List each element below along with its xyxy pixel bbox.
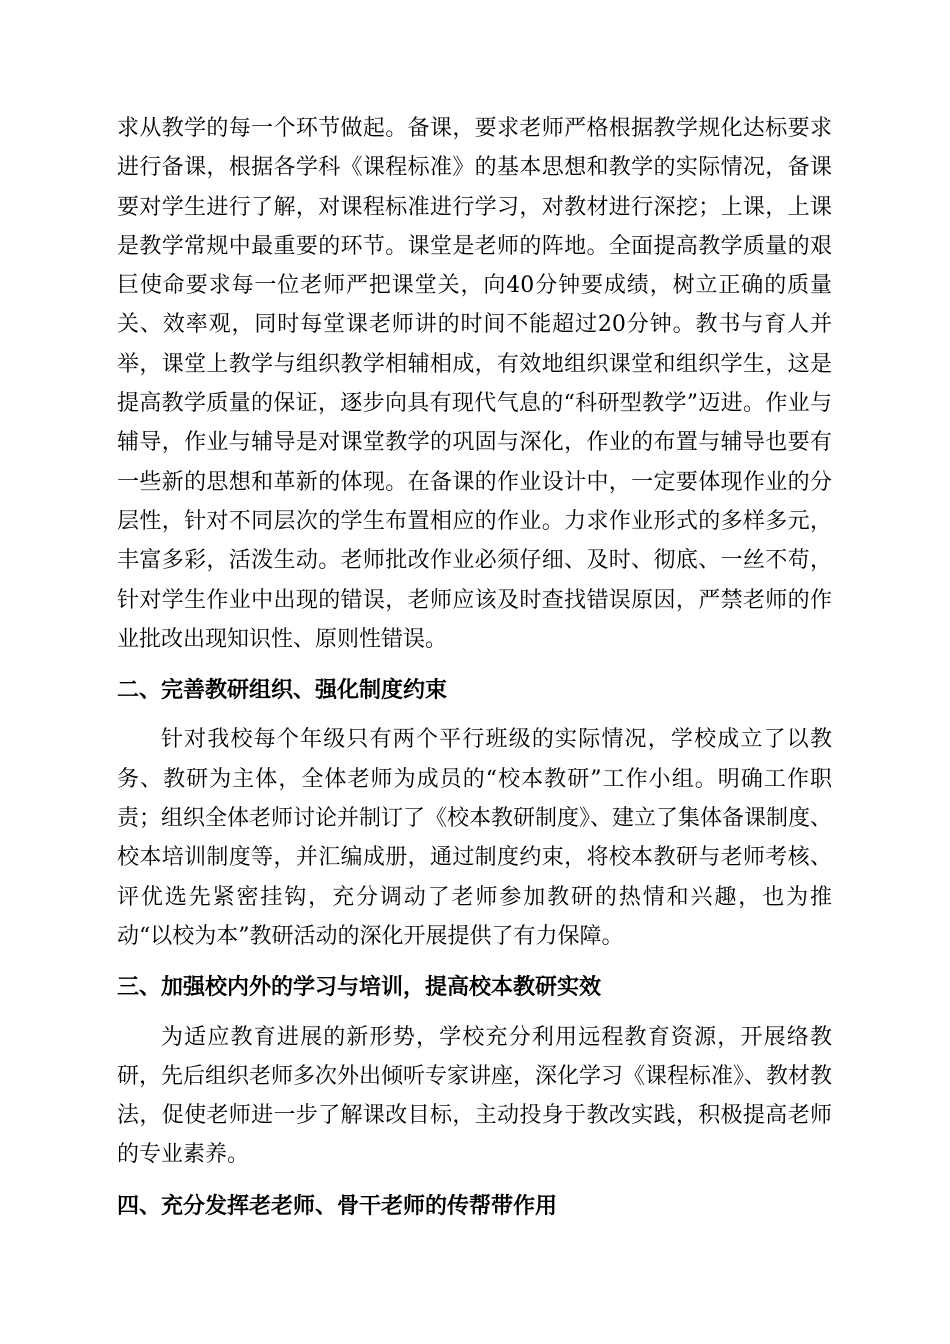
section-heading: 二、完善教研组织、强化制度约束: [117, 678, 448, 704]
body-paragraph: 为适应教育进展的新形势，学校充分利用远程教育资源，开展络教研，先后组织老师多次外出倾听专家讲座，深化学习《课程标准》、教材教法，促使老师进一步了解课改目标，主动投身于教改实践，积极提高老师的专业素养。: [117, 1024, 833, 1168]
spacer: [117, 1175, 832, 1187]
body-paragraph: 求从教学的每一个环节做起。备课，要求老师严格根据教学规化达标要求进行备课，根据各学科《课程标准》的基本思想和教学的实际情况，备课要对学生进行了解，对课程标准进行学习，对教材进行深挖；上课，上课是教学常规中最重要的环节。课堂是老师的阵地。全面提高教学质量的艰巨使命要求每一位老师严把课堂关，向40分钟要成绩，树立正确的质量关、效率观，同时每堂课老师讲的时间不能超过20分钟。教书与育人并举，课堂上教学与组织教学相辅相成，有效地组织课堂和组织学生，这是提高教学质量的保证，逐步向具有现代气息的“科研型教学”迈进。作业与辅导，作业与辅导是对课堂教学的巩固与深化，作业的布置与辅导也要有一些新的思想和革新的体现。在备课的作业设计中，一定要体现作业的分层性，针对不同层次的学生布置相应的作业。力求作业形式的多样多元，丰富多彩，活泼生动。老师批改作业必须仔细、及时、彻底、一丝不苟，针对学生作业中出现的错误，老师应该及时查找错误原因，严禁老师的作业批改出现知识性、原则性错误。: [117, 116, 832, 652]
section-heading: 三、加强校内外的学习与培训，提高校本教研实效: [117, 975, 602, 1001]
spacer: [117, 710, 832, 720]
section-heading: 四、充分发挥老老师、骨干老师的传帮带作用: [117, 1193, 558, 1219]
spacer: [117, 1008, 832, 1018]
spacer: [117, 659, 832, 671]
body-paragraph: 针对我校每个年级只有两个平行班级的实际情况，学校成立了以教务、教研为主体，全体老师为成员的“校本教研”工作小组。明确工作职责；组织全体老师讨论并制订了《校本教研制度》、建立了集体备课制度、校本培训制度等，并汇编成册，通过制度约束，将校本教研与老师考核、评优选先紧密挂钩，充分调动了老师参加教研的热情和兴趣，也为推动“以校为本”教研活动的深化开展提供了有力保障。: [117, 727, 833, 949]
spacer: [117, 956, 832, 968]
document-body: [117, 109, 832, 1226]
